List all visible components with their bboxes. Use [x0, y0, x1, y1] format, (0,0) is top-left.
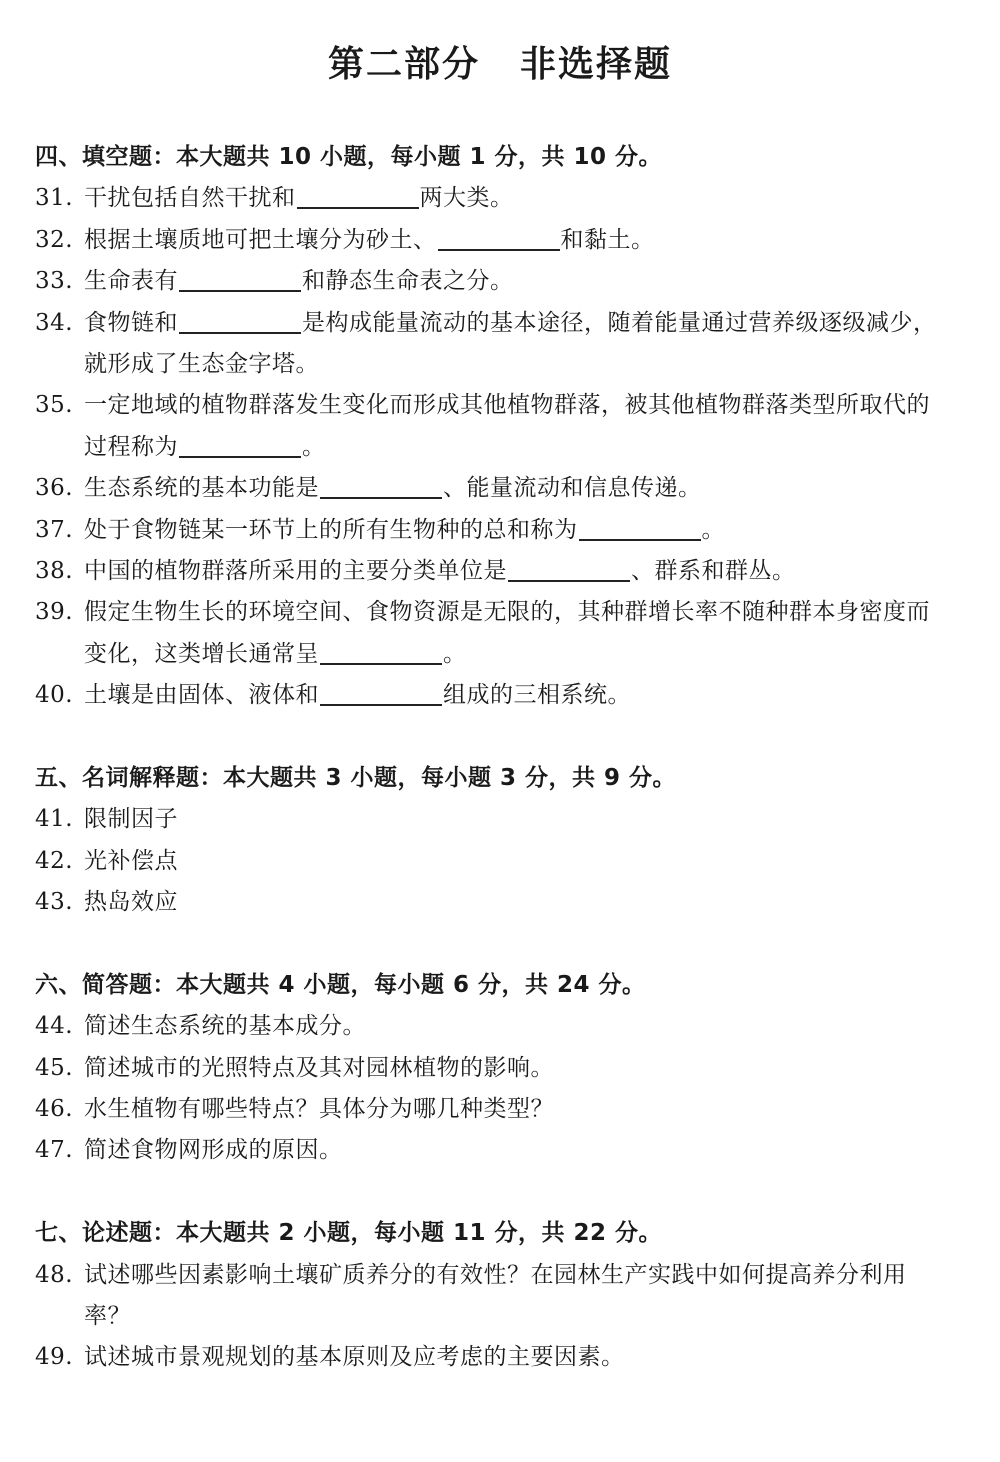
question-text: 简述生态系统的基本成分。	[84, 1013, 366, 1040]
section-spacer	[35, 923, 980, 964]
question-number: 37.	[35, 516, 74, 543]
part-label: 第二部分	[327, 44, 480, 85]
question-text: 试述城市景观规划的基本原则及应考虑的主要因素。	[84, 1344, 625, 1371]
question-text: 生态系统的基本功能是	[84, 475, 319, 502]
question-line	[35, 1337, 980, 1378]
question-line	[35, 882, 980, 923]
section-spacer	[35, 1172, 980, 1213]
question-line	[35, 220, 980, 261]
question-text: 、群系和群丛。	[631, 557, 796, 584]
question-number: 31.	[35, 185, 74, 212]
part-name: 非选择题	[520, 44, 673, 85]
question-text: 过程称为	[84, 433, 178, 460]
section-heading: 五、名词解释题：本大题共 3 小题，每小题 3 分，共 9 分。	[35, 764, 677, 791]
question-text: 就形成了生态金字塔。	[84, 350, 319, 377]
answer-blank[interactable]	[320, 473, 442, 499]
question-number: 49.	[35, 1344, 74, 1371]
question-text: 是构成能量流动的基本途径，随着能量通过营养级逐级减少，	[302, 309, 937, 336]
question-line	[35, 799, 980, 840]
question-number: 34.	[35, 309, 74, 336]
question-text: 中国的植物群落所采用的主要分类单位是	[84, 557, 507, 584]
question-text: 和黏土。	[560, 226, 655, 253]
question-text: 土壤是由固体、液体和	[84, 682, 319, 709]
question-number: 46.	[35, 1095, 74, 1122]
question-text: 、能量流动和信息传递。	[443, 475, 702, 502]
section-spacer	[35, 716, 980, 757]
question-line	[35, 1089, 980, 1130]
question-line	[35, 1130, 980, 1171]
question-number: 42.	[35, 847, 74, 874]
question-line	[35, 1048, 980, 1089]
question-number: 33.	[35, 268, 74, 295]
question-text: 组成的三相系统。	[443, 682, 631, 709]
question-number: 39.	[35, 599, 74, 626]
question-line	[35, 592, 980, 633]
question-line	[35, 551, 980, 592]
question-text: 光补偿点	[84, 847, 178, 874]
question-line	[35, 385, 980, 426]
question-number: 47.	[35, 1137, 74, 1164]
question-number: 38.	[35, 557, 74, 584]
question-text: 处于食物链某一环节上的所有生物种的总和称为	[84, 516, 578, 543]
question-text: 。	[443, 640, 467, 667]
answer-blank[interactable]	[438, 225, 560, 251]
question-line	[35, 303, 980, 344]
question-number: 41.	[35, 806, 74, 833]
question-number: 40.	[35, 682, 74, 709]
question-line	[35, 1296, 980, 1337]
section-heading: 七、论述题：本大题共 2 小题，每小题 11 分，共 22 分。	[35, 1220, 663, 1247]
question-number: 44.	[35, 1013, 74, 1040]
question-number: 48.	[35, 1261, 74, 1288]
question-line	[35, 178, 980, 219]
question-line	[35, 427, 980, 468]
question-number: 36.	[35, 475, 74, 502]
answer-blank[interactable]	[297, 183, 419, 209]
question-text: 水生植物有哪些特点？具体分为哪几种类型？	[84, 1095, 554, 1122]
question-number: 43.	[35, 889, 74, 916]
answer-blank[interactable]	[579, 515, 701, 541]
question-line	[35, 841, 980, 882]
page-title	[0, 36, 1000, 87]
question-text: 简述城市的光照特点及其对园林植物的影响。	[84, 1054, 554, 1081]
question-number: 35.	[35, 392, 74, 419]
question-number: 32.	[35, 226, 74, 253]
question-line	[35, 634, 980, 675]
answer-blank[interactable]	[508, 556, 630, 582]
question-line	[35, 510, 980, 551]
question-list	[35, 137, 980, 1379]
question-line	[35, 1006, 980, 1047]
section-heading: 六、简答题：本大题共 4 小题，每小题 6 分，共 24 分。	[35, 971, 646, 998]
section-heading: 四、填空题：本大题共 10 小题，每小题 1 分，共 10 分。	[35, 144, 663, 170]
question-line	[35, 261, 980, 302]
answer-blank[interactable]	[320, 639, 442, 665]
question-text: 限制因子	[84, 806, 178, 833]
question-text: 。	[302, 433, 326, 460]
question-line	[35, 675, 980, 716]
question-text: 简述食物网形成的原因。	[84, 1137, 343, 1164]
question-text: 假定生物生长的环境空间、食物资源是无限的，其种群增长率不随种群本身密度而	[84, 599, 930, 626]
question-number: 45.	[35, 1054, 74, 1081]
question-line	[35, 344, 980, 385]
question-text: 生命表有	[84, 268, 178, 295]
question-text: 率？	[84, 1302, 131, 1329]
question-text: 根据土壤质地可把土壤分为砂土、	[84, 226, 437, 253]
answer-blank[interactable]	[179, 266, 301, 292]
question-text: 变化，这类增长通常呈	[84, 640, 319, 667]
question-text: 热岛效应	[84, 889, 178, 916]
question-text: 。	[701, 516, 725, 543]
question-line	[35, 468, 980, 509]
answer-blank[interactable]	[179, 432, 301, 458]
question-text: 食物链和	[84, 309, 178, 336]
question-text: 和静态生命表之分。	[302, 268, 514, 295]
question-text: 试述哪些因素影响土壤矿质养分的有效性？在园林生产实践中如何提高养分利用	[84, 1261, 907, 1288]
question-line	[35, 1255, 980, 1296]
answer-blank[interactable]	[320, 680, 442, 706]
question-text: 一定地域的植物群落发生变化而形成其他植物群落，被其他植物群落类型所取代的	[84, 392, 930, 419]
question-text: 两大类。	[419, 185, 514, 212]
question-text: 干扰包括自然干扰和	[84, 185, 296, 212]
answer-blank[interactable]	[179, 308, 301, 334]
